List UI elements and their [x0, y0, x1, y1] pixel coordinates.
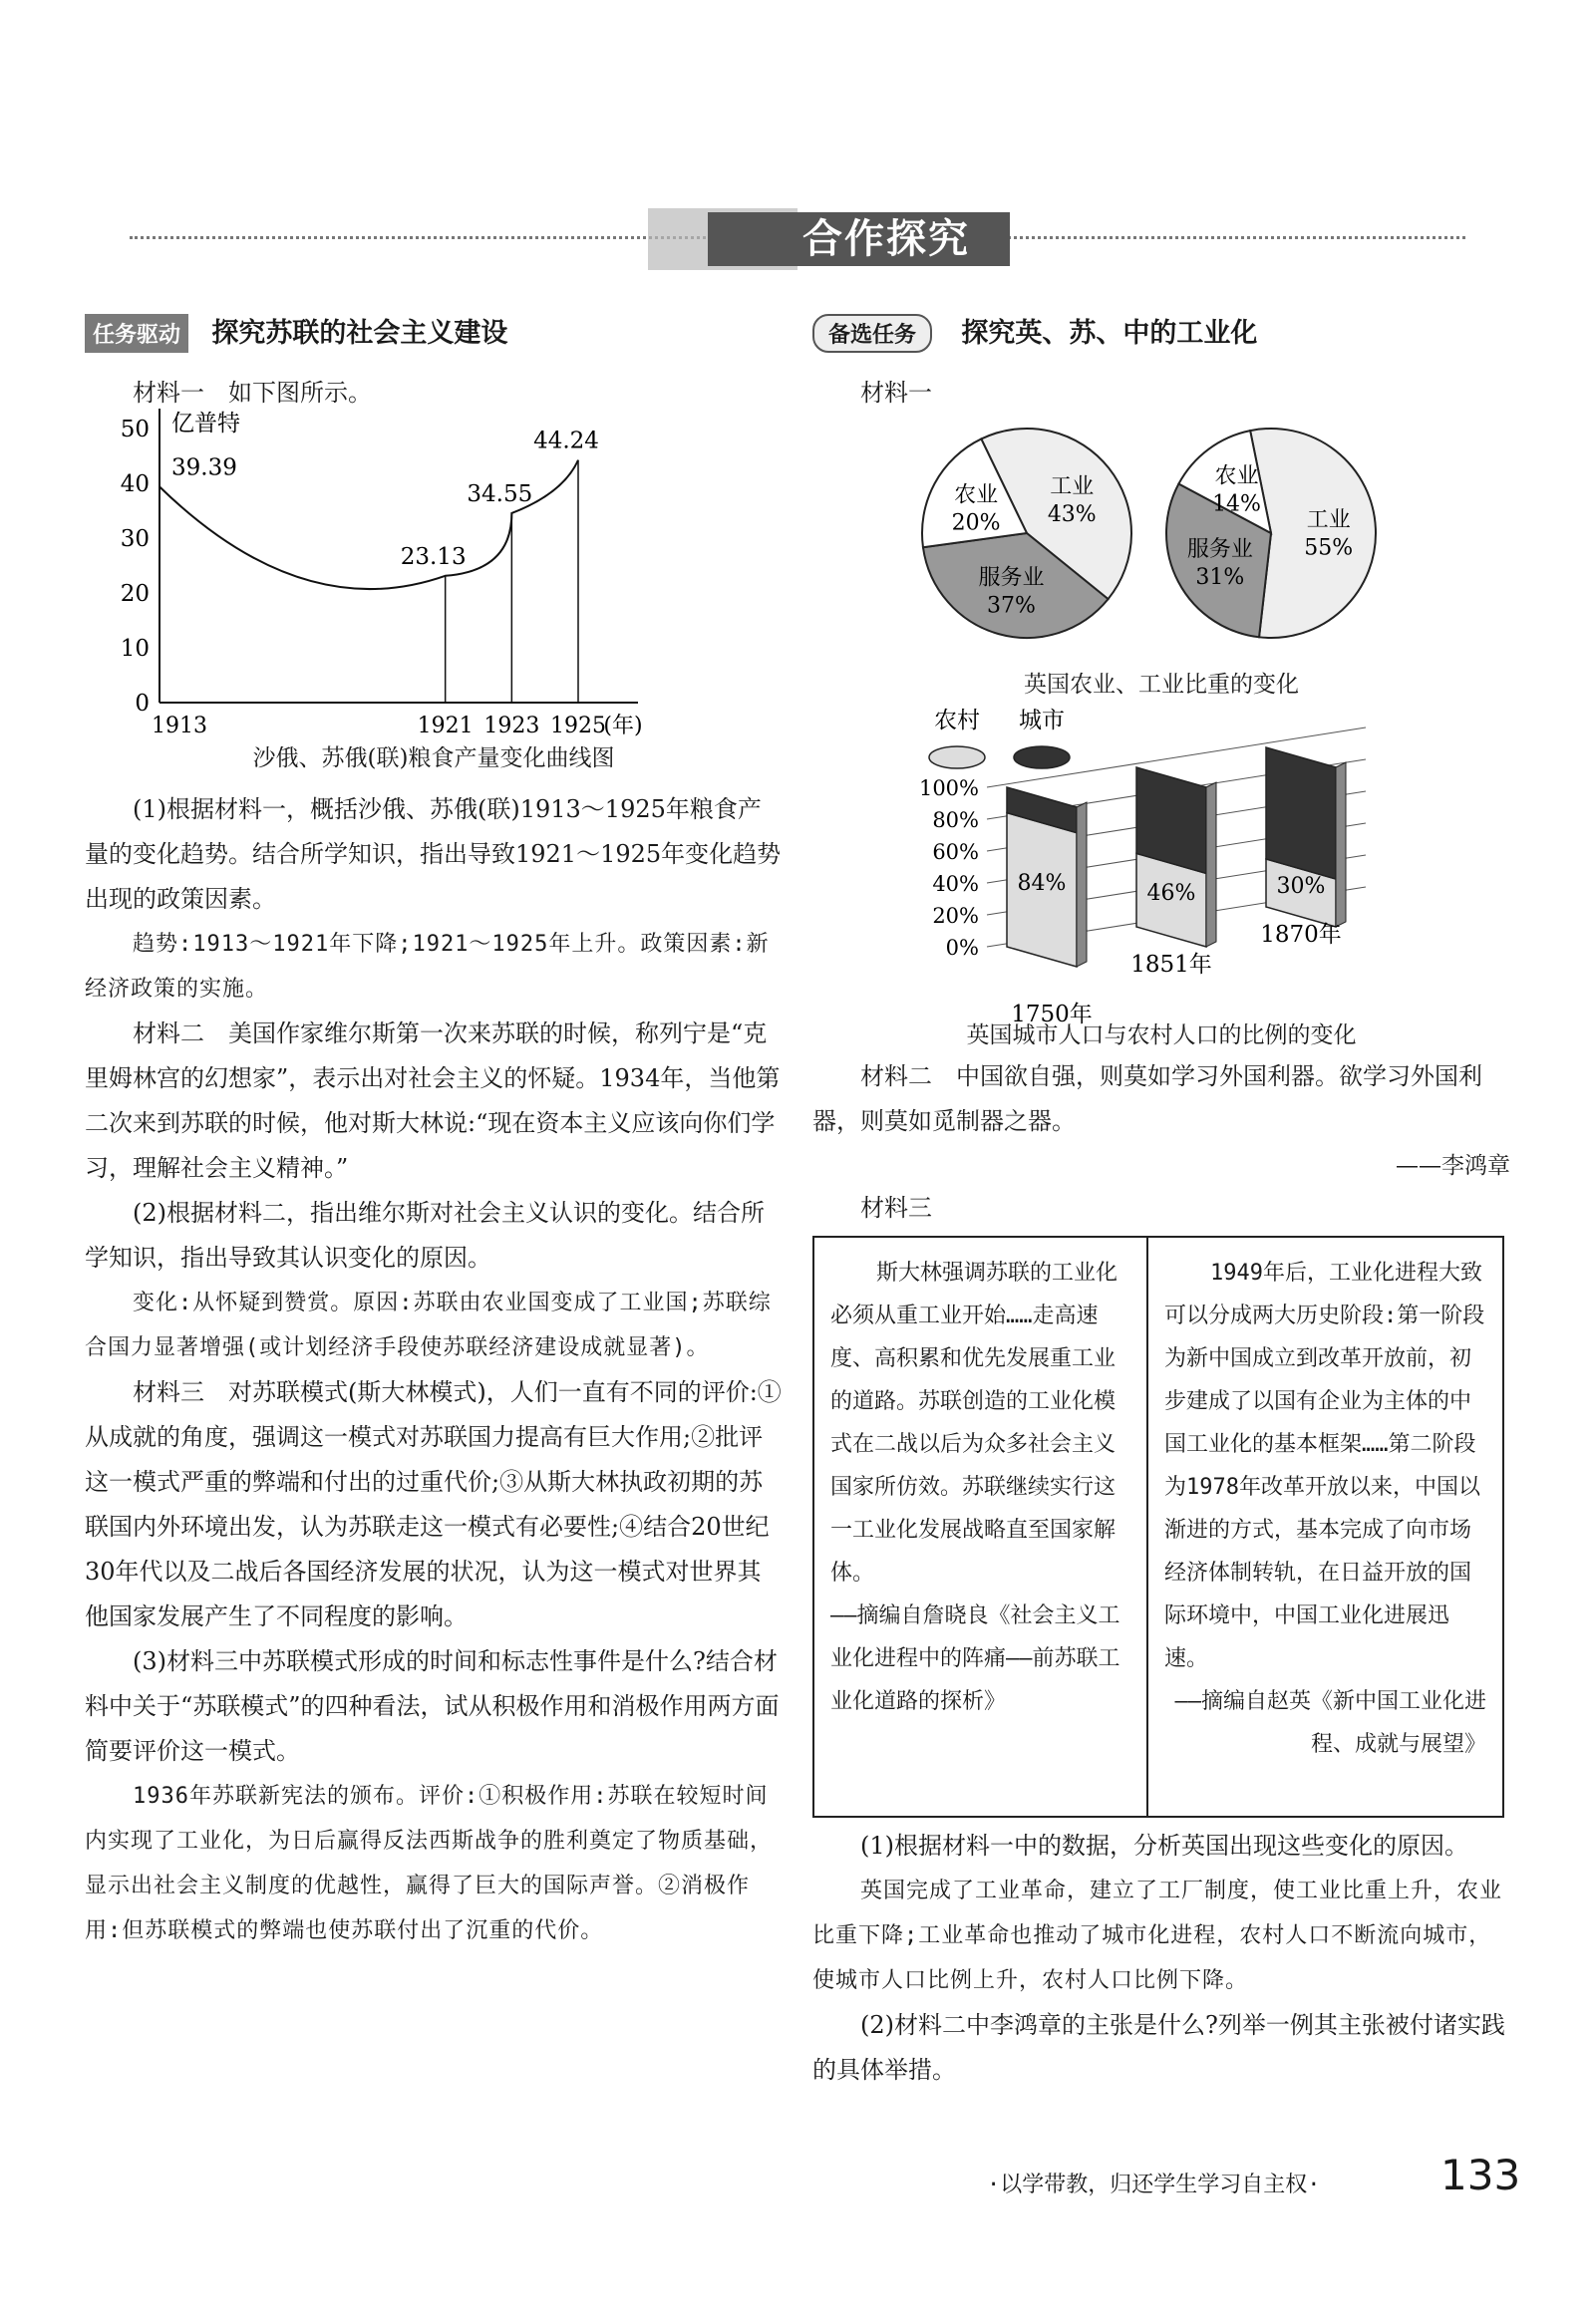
data-label: 39.39: [171, 454, 237, 481]
pie-slice-label: 服务业: [978, 565, 1045, 591]
line-chart-caption: 沙俄、苏俄(联)粮食产量变化曲线图: [252, 745, 615, 771]
box-left-source: ——摘编自詹晓良《社会主义工业化进程中的阵痛——前苏联工业化道路的探析》: [830, 1603, 1120, 1714]
x-category-label: 1870年: [1260, 922, 1342, 948]
pie-slice-value: 20%: [951, 510, 1001, 536]
bar-group: [919, 708, 1366, 1027]
right-answer-1: 英国完成了工业革命，建立了工厂制度，使工业比重上升，农业比重下降;工业革命也推动了城市化进程，农村人口不断流向城市，使城市人口比例上升，农村人口比例下降。: [812, 1879, 1503, 1993]
y-tick-label: 0%: [945, 936, 979, 960]
y-tick-label: 100%: [918, 776, 979, 800]
right-material-1-label: [812, 371, 1510, 416]
box-right-source: ——摘编自赵英《新中国工业化进程、成就与展望》: [1174, 1689, 1486, 1757]
pie-caption: 英国农业、工业比重的变化: [1024, 672, 1299, 698]
material-1-label: 材料一 如下图所示。: [133, 379, 372, 407]
pie-slice-label: 农业: [1214, 463, 1259, 489]
right-questions: [812, 1824, 1510, 2093]
box-right-column: [1148, 1238, 1502, 1816]
y-tick-label: 40%: [932, 872, 979, 896]
left-heading-text: 探究苏联的社会主义建设: [211, 318, 508, 349]
y-tick-label: 80%: [932, 808, 979, 832]
pie-slice-value: 14%: [1212, 491, 1261, 517]
x-tick-label: 1923: [483, 714, 540, 738]
y-tick-label: 60%: [932, 840, 979, 864]
x-tick-label: 1921: [417, 714, 474, 738]
y-tick-label: 20%: [932, 904, 979, 928]
bar-value-label: 30%: [1276, 874, 1326, 899]
section-banner: [130, 204, 1465, 274]
material-2-right: 材料二 中国欲自强，则莫如学习外国利器。欲学习外国利器，则莫如觅制器之器。: [812, 1062, 1482, 1135]
answer-3: 1936年苏联新宪法的颁布。评价:①积极作用:苏联在较短时间内实现了工业化，为日后赢得反法西斯战争的胜利奠定了物质基础，显示出社会主义制度的优越性，赢得了巨大的国际声誉。②消极作用:但苏联模式的弊端也使苏联付出了沉重的代价。: [85, 1784, 774, 1943]
bar-side: [1206, 782, 1216, 947]
data-label: 44.24: [533, 428, 599, 454]
material-3-label: 材料三: [860, 1194, 932, 1222]
right-material-2: [812, 1054, 1510, 1189]
page-number: 133: [1440, 2151, 1521, 2199]
box-right-text: 1949年后，工业化进程大致可以分成两大历史阶段:第一阶段为新中国成立到改革开放前，初步建成了以国有企业为主体的中国工业化的基本框架……第二阶段为1978年改革开放以来，中国以渐进的方式，基本完成了向市场经济体制转轨，在日益开放的国际环境中，中国工业化进展迅速。: [1164, 1261, 1485, 1671]
pie-charts: [917, 419, 1436, 658]
x-axis-label: (年): [603, 714, 643, 738]
legend-swatch-rural: [929, 746, 985, 768]
y-tick-label: 30: [120, 526, 150, 552]
data-label: 23.13: [400, 543, 467, 570]
material-1-label-right: 材料一: [860, 379, 932, 407]
box-left-text: 斯大林强调苏联的工业化必须从重工业开始……走高速度、高积累和优先发展重工业的道路。苏联创造的工业化模式在二战以后为众多社会主义国家所仿效。苏联继续实行这一工业化发展战略直至国家解体。: [830, 1261, 1118, 1586]
pie-slice-value: 37%: [987, 593, 1036, 619]
data-label: 34.55: [467, 480, 533, 507]
task-tag: 任务驱动: [85, 314, 188, 353]
box-left-column: [814, 1238, 1148, 1816]
pie-slice-value: 43%: [1047, 502, 1097, 528]
material-2: 材料二 美国作家维尔斯第一次来苏联的时候，称列宁是“克里姆林宫的幻想家”，表示出对社会主义的怀疑。1934年，当他第二次来到苏联的时候，他对斯大林说:“现在资本主义应该向你们学习，理解社会主义精神。”: [85, 1019, 781, 1182]
line-chart-group: [121, 409, 643, 738]
legend-label-rural: 农村: [934, 708, 980, 733]
left-heading: [85, 311, 783, 353]
x-tick-label: 1913: [152, 714, 207, 738]
bar-side: [1077, 802, 1087, 967]
section-title: 合作探究: [708, 212, 1010, 266]
right-heading: [812, 311, 1510, 353]
bar-value-label: 84%: [1017, 870, 1067, 896]
footer-slogan: ·以学带教，归还学生学习自主权·: [987, 2173, 1321, 2197]
material-3: 材料三 对苏联模式(斯大林模式)，人们一直有不同的评价:①从成就的角度，强调这一模式对苏联国力提高有巨大作用;②批评这一模式严重的弊端和付出的过重代价;③从斯大林执政初期的苏联国内外环境出发，认为苏联走这一模式有必要性;④结合20世纪30年代以及二战后各国经济发展的状况，认为这一模式对世界其他国家发展产生了不同程度的影响。: [85, 1378, 782, 1630]
right-question-1: (1)根据材料一中的数据，分析英国出现这些变化的原因。: [860, 1832, 1468, 1860]
x-category-label: 1750年: [1011, 1002, 1093, 1027]
right-material-3-label: [812, 1186, 1510, 1231]
pie-slice-value: 55%: [1304, 535, 1354, 561]
bar-side: [1336, 762, 1346, 927]
y-axis-label: 亿普特: [171, 411, 240, 436]
y-tick-label: 20: [120, 581, 150, 607]
pie-slice-label: 服务业: [1186, 536, 1253, 562]
pie-group: [922, 429, 1376, 638]
right-question-2: (2)材料二中李鸿章的主张是什么?列举一例其主张被付诸实践的具体举措。: [812, 2011, 1505, 2084]
grain-line-chart: [120, 409, 728, 738]
x-tick-label: 1925: [550, 714, 606, 738]
urban-rural-bar-chart: [877, 698, 1436, 1027]
pie-slice-label: 农业: [954, 482, 999, 508]
right-heading-text: 探究英、苏、中的工业化: [961, 318, 1258, 349]
x-category-label: 1851年: [1130, 952, 1212, 978]
material-2-source: ——李鸿章: [1396, 1153, 1510, 1179]
question-2: (2)根据材料二，指出维尔斯对社会主义认识的变化。结合所学知识，指出导致其认识变化的原因。: [85, 1199, 765, 1272]
question-3: (3)材料三中苏联模式形成的时间和标志性事件是什么?结合材料中关于“苏联模式”的四种看法，试从积极作用和消极作用两方面简要评价这一模式。: [85, 1647, 780, 1765]
y-tick-label: 10: [120, 636, 150, 662]
y-tick-label: 50: [120, 417, 150, 442]
answer-1: 趋势:1913～1921年下降;1921～1925年上升。政策因素:新经济政策的实施。: [85, 932, 770, 1002]
question-1: (1)根据材料一，概括沙俄、苏俄(联)1913～1925年粮食产量的变化趋势。结合所学知识，指出导致1921～1925年变化趋势出现的政策因素。: [85, 795, 782, 913]
left-body: [85, 787, 783, 1953]
answer-2: 变化:从怀疑到赞赏。原因:苏联由农业国变成了工业国;苏联综合国力显著增强(或计划经济手段使苏联经济建设成就显著)。: [85, 1291, 772, 1360]
bar-caption: 英国城市人口与农村人口的比例的变化: [966, 1022, 1357, 1048]
bar-urban: [1266, 747, 1336, 879]
bar-value-label: 46%: [1146, 881, 1196, 907]
legend-label-urban: 城市: [1019, 708, 1065, 733]
y-tick-label: 0: [135, 691, 150, 717]
material-3-box: [812, 1236, 1504, 1818]
legend-swatch-urban: [1014, 746, 1070, 768]
pie-slice-value: 31%: [1195, 564, 1245, 590]
pie-slice-label: 工业: [1050, 474, 1095, 500]
y-tick-label: 40: [120, 471, 150, 497]
pie-slice-label: 工业: [1306, 507, 1351, 533]
optional-task-tag: 备选任务: [812, 314, 932, 353]
